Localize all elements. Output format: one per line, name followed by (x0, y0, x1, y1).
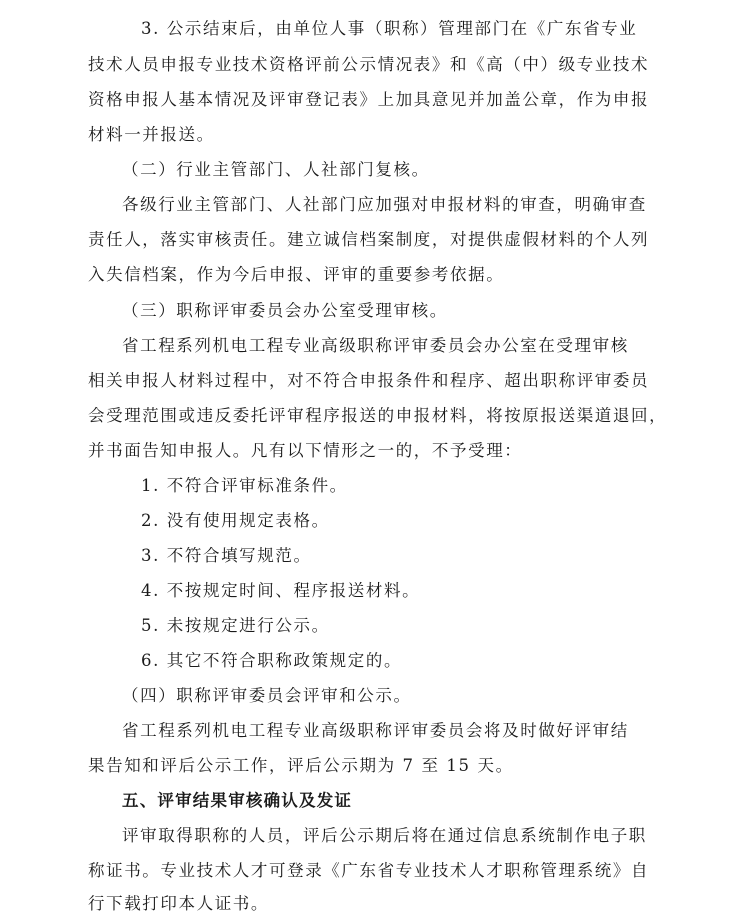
paragraph-line: 省工程系列机电工程专业高级职称评审委员会将及时做好评审结 (122, 721, 629, 740)
paragraph-line: 称证书。专业技术人才可登录《广东省专业技术人才职称管理系统》自 (88, 861, 650, 880)
list-item: 4. 不按规定时间、程序报送材料。 (141, 581, 421, 600)
list-item: 2. 没有使用规定表格。 (141, 511, 330, 530)
section-heading: （二）行业主管部门、人社部门复核。 (122, 160, 430, 179)
paragraph-line: 评审取得职称的人员，评后公示期后将在通过信息系统制作电子职 (122, 826, 647, 845)
list-item: 5. 未按规定进行公示。 (141, 616, 330, 635)
paragraph-line: 果告知和评后公示工作，评后公示期为 7 至 15 天。 (88, 756, 514, 775)
paragraph-line: 材料一并报送。 (88, 125, 215, 144)
paragraph-line: 技术人员申报专业技术资格评前公示情况表》和《高（中）级专业技术 (88, 55, 650, 74)
paragraph-line: 资格申报人基本情况及评审登记表》上加具意见并加盖公章，作为申报 (88, 90, 650, 109)
paragraph-line: 会受理范围或违反委托评审程序报送的申报材料，将按原报送渠道退回， (88, 406, 668, 425)
paragraph-line: 3. 公示结束后，由单位人事（职称）管理部门在《广东省专业 (141, 19, 638, 38)
paragraph-line: 各级行业主管部门、人社部门应加强对申报材料的审查，明确审查 (122, 195, 647, 214)
section-heading: （四）职称评审委员会评审和公示。 (122, 686, 412, 705)
paragraph-line: 责任人，落实审核责任。建立诚信档案制度，对提供虚假材料的个人列 (88, 230, 650, 249)
section-heading: （三）职称评审委员会办公室受理审核。 (122, 301, 448, 320)
list-item: 6. 其它不符合职称政策规定的。 (141, 651, 403, 670)
list-item: 1. 不符合评审标准条件。 (141, 476, 348, 495)
chapter-heading: 五、评审结果审核确认及发证 (122, 791, 353, 810)
paragraph-line: 行下载打印本人证书。 (88, 894, 269, 913)
paragraph-line: 相关申报人材料过程中，对不符合申报条件和程序、超出职称评审委员 (88, 371, 650, 390)
paragraph-line: 并书面告知申报人。凡有以下情形之一的，不予受理： (88, 441, 523, 460)
paragraph-line: 省工程系列机电工程专业高级职称评审委员会办公室在受理审核 (122, 336, 629, 355)
list-item: 3. 不符合填写规范。 (141, 546, 312, 565)
paragraph-line: 入失信档案，作为今后申报、评审的重要参考依据。 (88, 265, 505, 284)
